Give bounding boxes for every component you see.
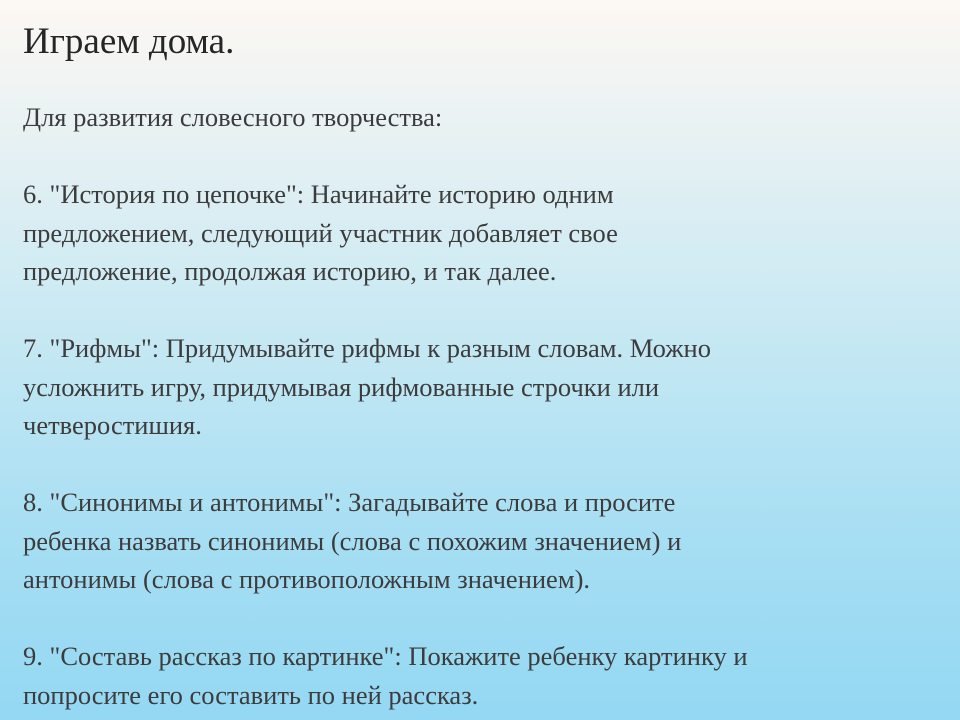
- item-line: усложнить игру, придумывая рифмованные строчки или: [23, 371, 660, 402]
- item-line: 7. "Рифмы": Придумывайте рифмы к разным словам. Можно: [23, 333, 711, 363]
- spacer: [23, 137, 933, 176]
- item-line: предложением, следующий участник добавляет свое: [23, 217, 618, 248]
- list-item-9: [23, 637, 933, 714]
- slide-body: [23, 98, 933, 714]
- item-line: ребенка назвать синонимы (слова с похожим значением) и: [23, 525, 682, 556]
- intro-line: Для развития словесного творчества:: [23, 102, 443, 132]
- spacer: [23, 445, 933, 484]
- item-line: предложение, продолжая историю, и так далее.: [23, 256, 557, 286]
- list-item-7: [23, 329, 933, 445]
- item-line: 8. "Синонимы и антонимы": Загадывайте слова и просите: [23, 487, 676, 517]
- item-line: антонимы (слова с противоположным значением).: [23, 564, 591, 594]
- spacer: [23, 599, 933, 638]
- spacer: [23, 291, 933, 330]
- item-line: 6. "История по цепочке": Начинайте историю одним: [23, 179, 614, 209]
- list-item-6: [23, 175, 933, 291]
- slide-title: Играем дома.: [23, 21, 235, 62]
- item-line: попросите его составить по ней рассказ.: [23, 679, 479, 710]
- item-line: четверостишия.: [23, 410, 202, 440]
- list-item-8: [23, 483, 933, 599]
- item-line: 9. "Составь рассказ по картинке": Покажите ребенку картинку и: [23, 641, 748, 671]
